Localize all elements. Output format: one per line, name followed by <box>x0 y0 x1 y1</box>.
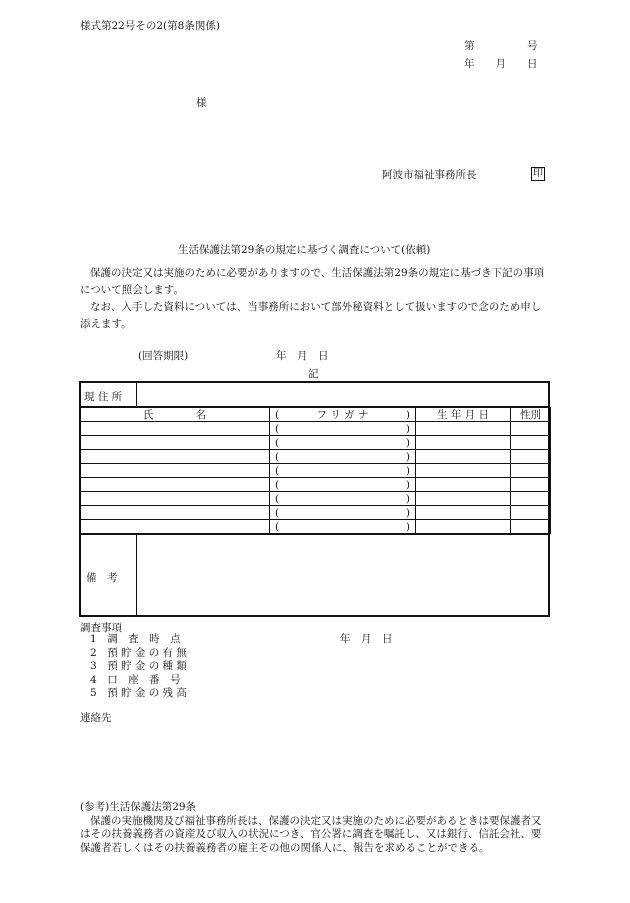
item-text: 口 座 番 号 <box>107 673 181 686</box>
paren-open: ( <box>275 506 280 519</box>
paren-open: ( <box>275 450 280 463</box>
document-date: 年 月 日 <box>464 58 538 70</box>
list-item <box>90 674 187 688</box>
paren-close: ) <box>405 436 410 449</box>
col-birthdate: 生 年 月 日 <box>416 408 511 422</box>
deadline-date: 年 月 日 <box>276 350 329 362</box>
paren-close: ) <box>405 506 410 519</box>
table-header-row <box>80 408 551 422</box>
reference-block <box>80 801 550 855</box>
table-row <box>80 422 551 436</box>
item-text: 調 査 時 点 <box>107 633 181 645</box>
table-row <box>80 464 551 478</box>
table-row <box>80 492 551 506</box>
table-row <box>80 520 551 534</box>
address-divider <box>136 383 137 407</box>
contact-label: 連絡先 <box>80 712 112 724</box>
survey-heading: 調査事項 <box>80 622 122 634</box>
paren-close: ) <box>405 422 410 435</box>
list-item <box>90 633 187 647</box>
list-item <box>90 660 187 674</box>
paren-open: ( <box>275 492 280 505</box>
reference-heading: (参考)生活保護法第29条 <box>80 801 197 813</box>
item-text: 預 貯 金 の 有 無 <box>107 646 187 659</box>
survey-date-value: 年 月 日 <box>340 633 393 645</box>
paren-open: ( <box>275 520 280 533</box>
table-row <box>80 506 551 520</box>
person-table <box>79 407 551 534</box>
paren-open: ( <box>275 478 280 491</box>
remarks-label: 備 考 <box>86 572 118 584</box>
paren-open: ( <box>275 422 280 435</box>
table-row <box>80 436 551 450</box>
document-title: 生活保護法第29条の規定に基づく調査について(依頼) <box>178 244 431 256</box>
ki-heading: 記 <box>308 368 319 380</box>
reference-text: 保護の実施機関及び福祉事務所長は、保護の決定又は実施のために必要があるときは要保護者又はその扶養義務者の資産及び収入の状況につき、官公署に調査を嘱託し、又は銀行、信託会社、要保護者若しくはその扶養義務者の雇主その他の関係人に、報告を求めることができる。 <box>80 814 542 854</box>
address-label: 現 住 所 <box>84 391 123 403</box>
list-item <box>90 687 187 701</box>
paren-open: ( <box>275 436 280 449</box>
paren-close: ) <box>405 408 410 421</box>
table-row <box>80 478 551 492</box>
body-paragraph: なお、入手した資料については、当事務所において部外秘資料として扱いますので念のため申し添えます。 <box>80 301 542 330</box>
body-text <box>80 265 550 333</box>
paren-open: ( <box>275 408 280 421</box>
paren-close: ) <box>405 520 410 533</box>
remarks-top-rule <box>81 533 548 535</box>
item-number: 5 <box>90 687 97 699</box>
item-text: 預 貯 金 の 種 類 <box>107 660 187 672</box>
body-paragraph: 保護の決定又は実施のために必要がありますので、生活保護法第29条の規定に基づき下記の事項について照会します。 <box>80 267 545 296</box>
col-furigana <box>270 408 416 422</box>
document-number: 第 号 <box>464 40 538 52</box>
paren-close: ) <box>405 478 410 491</box>
paren-close: ) <box>405 464 410 477</box>
table-row <box>80 450 551 464</box>
item-number: 1 <box>90 633 97 645</box>
item-number: 3 <box>90 660 97 672</box>
item-text: 預 貯 金 の 残 高 <box>107 687 187 699</box>
seal-mark: 印 <box>533 168 543 179</box>
remarks-divider <box>136 535 137 616</box>
paren-close: ) <box>405 450 410 463</box>
deadline-label: (回答期限) <box>138 350 189 362</box>
furigana-label: フ リ ガ ナ <box>316 408 369 421</box>
paren-open: ( <box>275 464 280 477</box>
item-number: 4 <box>90 673 97 686</box>
sender-name: 阿波市福祉事務所長 <box>382 169 477 181</box>
item-number: 2 <box>90 646 97 659</box>
list-item <box>90 647 187 661</box>
form-number: 様式第22号その2(第8条関係) <box>80 20 220 32</box>
survey-items <box>90 633 187 701</box>
col-name: 氏 名 <box>80 408 270 422</box>
paren-close: ) <box>405 492 410 505</box>
col-gender: 性別 <box>511 408 551 422</box>
addressee-suffix: 様 <box>196 97 207 109</box>
